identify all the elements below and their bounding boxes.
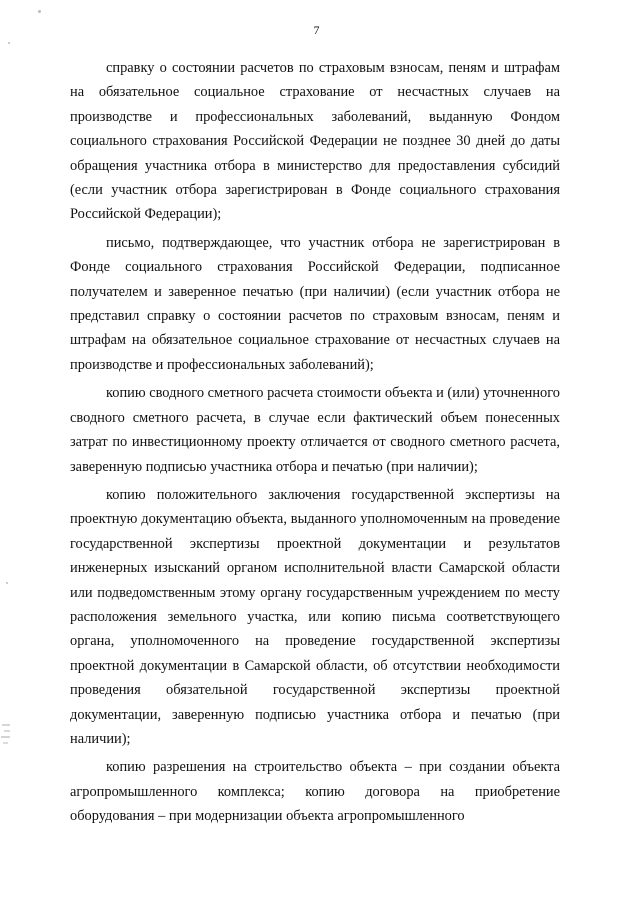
scan-speck — [8, 42, 10, 44]
scan-speck — [6, 582, 8, 584]
paragraph-estimate-copy: копию сводного сметного расчета стоимости объекта и (или) уточненного сводного сметного расчета, в случае если фактический объем понесенных затрат по инвестиционному проекту отличается от сводного сметного расчета, заверенную подписью участника отбора и печатью (при наличии); — [70, 385, 560, 475]
paragraph-fss-certificate: справку о состоянии расчетов по страховым взносам, пеням и штрафам на обязательное социальное страхование от несчастных случаев на производстве и профессиональных заболеваний, выданную Фондом социального страхования Российской Федерации не позднее 30 дней до даты обращения участника отбора в министерство для предоставления субсидий (если участник отбора зарегистрирован в Фонде социального страхования Российской Федерации); — [70, 60, 560, 223]
document-body — [70, 56, 560, 829]
page-number: 7 — [313, 23, 320, 37]
paragraph-non-registration-letter: письмо, подтверждающее, что участник отбора не зарегистрирован в Фонде социального страхования Российской Федерации, подписанное получателем и заверенное печатью (при наличии) (если участник отбора не представил справку о состоянии расчетов по страховым взносам, пеням и штрафам на обязательное социальное страхование от несчастных случаев на производстве и профессиональных заболеваний); — [70, 234, 560, 373]
scan-speck — [38, 10, 41, 13]
paragraph-expertise-conclusion: копию положительного заключения государственной экспертизы на проектную документацию объекта, выданного уполномоченным на проведение государственной экспертизы проектной документации и результатов инженерных изысканий органом исполнительной власти Самарской области или подведомственным этому органу государственным учреждением по месту расположения земельного участка, или копию письма соответствующего органа, уполномоченного на проведение государственной экспертизы проектной документации в Самарской области, об отсутствии необходимости проведения обязательной государственной экспертизы проектной документации, заверенную подписью участника отбора и печатью (при наличии); — [70, 486, 560, 747]
paragraph-construction-permit: копию разрешения на строительство объекта – при создании объекта агропромышленного комплекса; копию договора на приобретение оборудования – при модернизации объекта агропромышленного — [70, 759, 560, 825]
scan-noise — [0, 720, 14, 760]
